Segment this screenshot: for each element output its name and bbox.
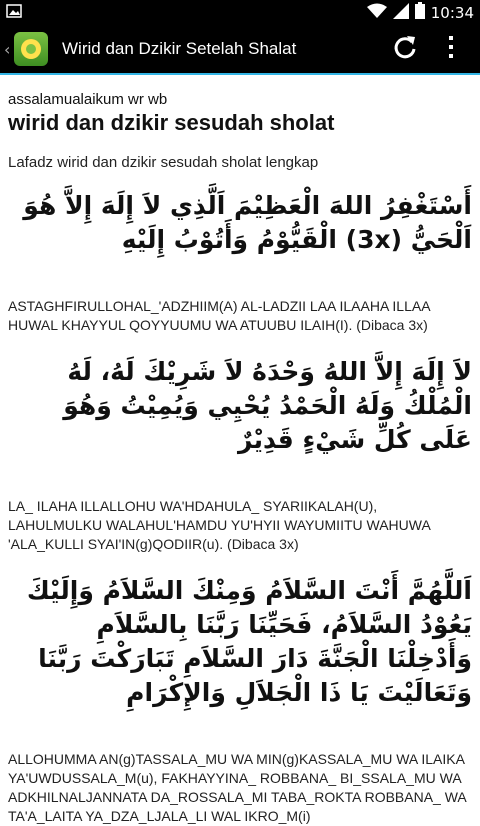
action-bar (0, 25, 480, 75)
wifi-icon (367, 3, 387, 23)
latin-text: ASTAGHFIRULLOHAL_'ADZHIIM(A) AL-LADZII LAA ILAAHA ILLAA HUWAL KHAYYUL QOYYUUMU WA ATUUBU ILAIH(I). (Dibaca 3x) (8, 298, 430, 333)
up-caret-icon[interactable]: ‹ (4, 39, 11, 59)
arabic-text: أَسْتَغْفِرُ اللهَ الْعَظِيْمَ اَلَّذِي لاَ إِلَهَ إِلاَّ هُوَ اَلْحَيُّ (3x) الْقَيُّوْمُ وَأَتُوْبُ إِلَيْهِ (23, 191, 472, 254)
greeting-text: assalamualaikum wr wb (8, 91, 168, 108)
page-title: wirid dan dzikir sesudah sholat (8, 110, 335, 135)
overflow-menu-icon (447, 35, 455, 63)
refresh-button[interactable] (382, 26, 428, 72)
latin-text: ALLOHUMMA AN(g)TASSALA_MU WA MIN(g)KASSALA_MU WA ILAIKA YA'UWDUSSALA_M(u), FAKHAYYINA_ ROBBANA_ BI_SSALA_MU WA ADKHILNALJANNATA DA_ROSSALA_MI TABA_ROKTA ROBBANA_ WA TA'A_LAITA YA_DZA_LJALA_LI WAL IKRO_M(i) (8, 751, 466, 824)
screenshot-notification-icon (6, 3, 22, 22)
arabic-text: اَللَّهُمَّ أَنْتَ السَّلاَمُ وَمِنْكَ السَّلاَمُ وَإِلَيْكَ يَعُوْدُ السَّلاَمُ، فَحَيِّنَا رَبَّنَا بِالسَّلاَمِ وَأَدْخِلْنَا الْجَنَّةَ دَارَ السَّلاَمِ تَبَارَكْتَ رَبَّنَا وَتَعَالَيْتَ يَا ذَا الْجَلاَلِ وَالإِكْرَامِ (26, 576, 472, 707)
arabic-text: لاَ إِلَهَ إِلاَّ اللهُ وَحْدَهُ لاَ شَرِيْكَ لَهُ، لَهُ الْمُلْكُ وَلَهُ الْحَمْدُ يُحْيِي وَيُمِيْتُ وَهُوَ عَلَى كُلِّ شَيْءٍ قَدِيْرٌ (63, 357, 472, 454)
status-time: 10:34 (430, 3, 474, 22)
refresh-icon (392, 34, 418, 64)
app-title: Wirid dan Dzikir Setelah Shalat (62, 39, 297, 58)
signal-icon (393, 3, 409, 23)
latin-text: LA_ ILAHA ILLALLOHU WA'HDAHULA_ SYARIIKALAH(U), LAHULMULKU WALAHUL'HAMDU YU'HYII WAYUMIITU WAHUWA 'ALA_KULLI SYAI'IN(g)QODIIR(u). (Dibaca 3x) (8, 498, 431, 552)
content-scroll[interactable] (0, 75, 480, 824)
status-bar (0, 0, 480, 25)
app-logo[interactable] (14, 32, 48, 66)
overflow-menu-button[interactable] (428, 26, 474, 72)
battery-icon (415, 2, 425, 23)
page-subtitle: Lafadz wirid dan dzikir sesudah sholat lengkap (8, 154, 319, 171)
